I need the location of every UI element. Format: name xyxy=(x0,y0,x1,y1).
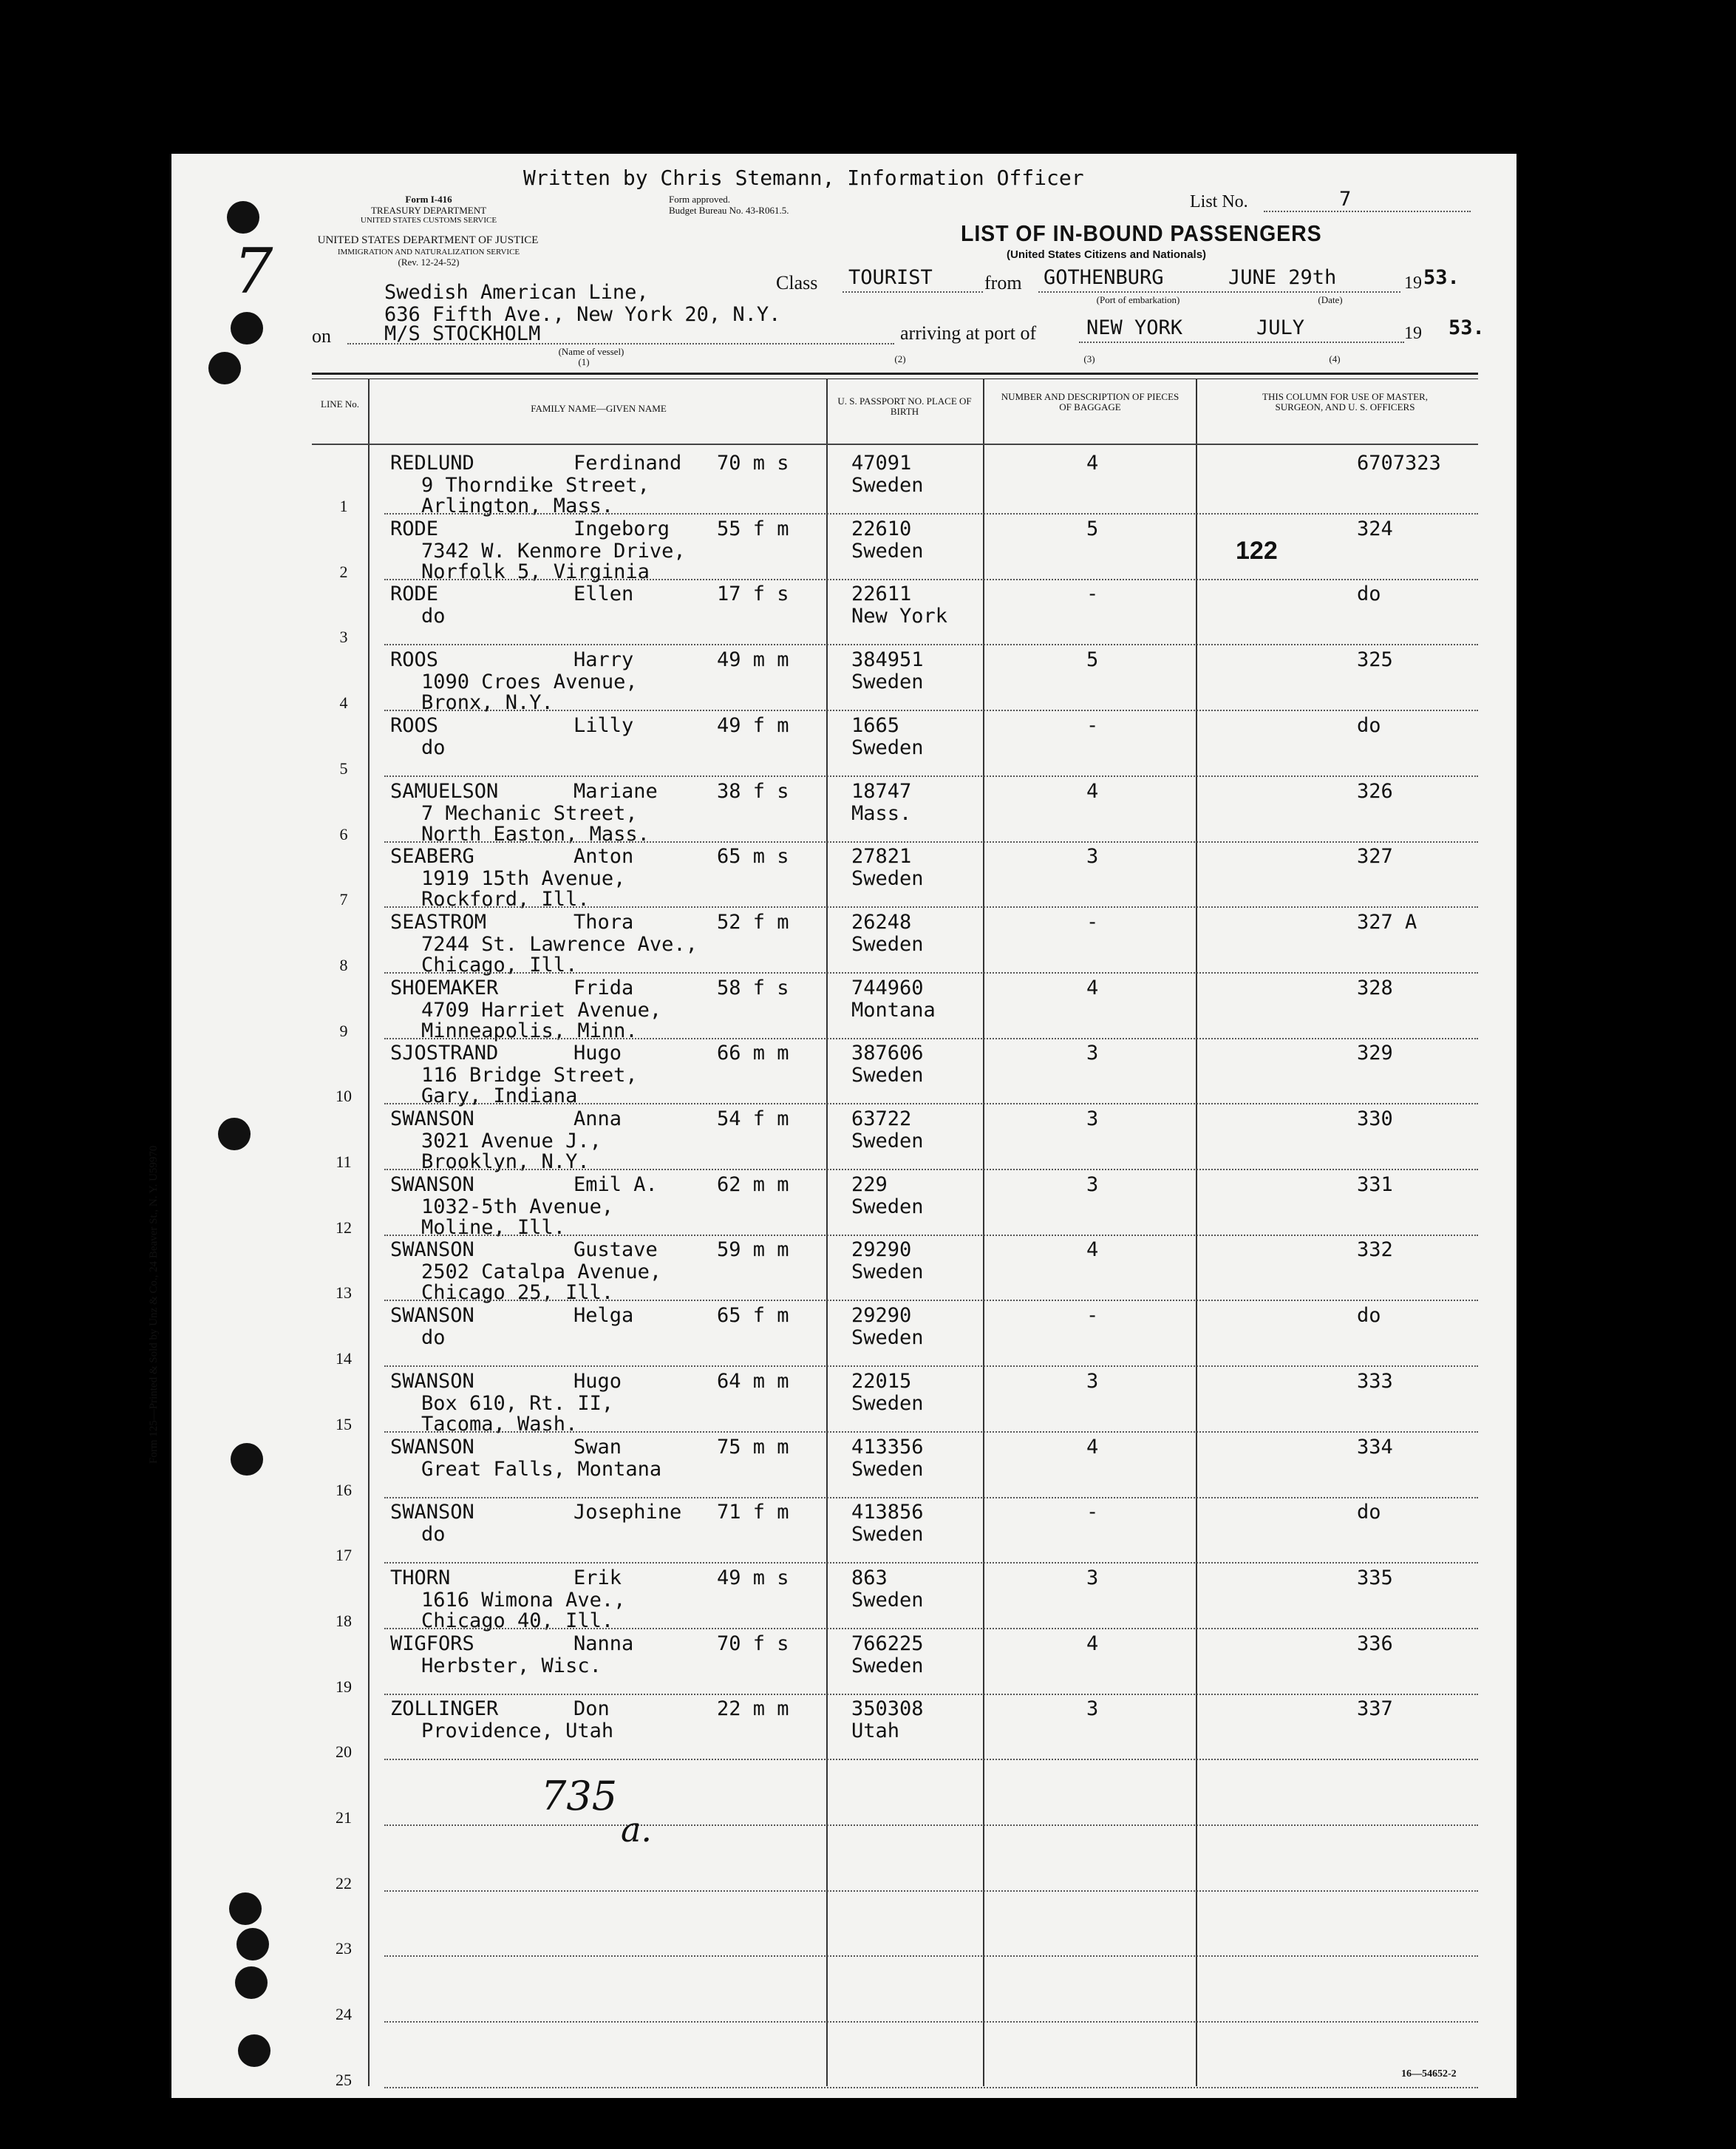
passenger-address-1: 7342 W. Kenmore Drive, xyxy=(421,539,686,563)
col-header-baggage: NUMBER AND DESCRIPTION OF PIECES OF BAGGAGE xyxy=(1001,391,1180,413)
date-embarkation: JUNE 29th xyxy=(1228,266,1337,289)
passenger-surname: WIGFORS xyxy=(390,1632,474,1655)
place-of-birth: Sweden xyxy=(851,670,924,694)
passenger-address-2: Gary, Indiana xyxy=(421,1084,578,1108)
punch-hole xyxy=(231,1443,263,1476)
caption-3: (3) xyxy=(1083,353,1095,364)
line-number: 11 xyxy=(336,1152,352,1171)
from-label: from xyxy=(984,272,1022,293)
officer-entry: 331 xyxy=(1357,1172,1393,1196)
class-underline xyxy=(843,291,983,293)
line-number: 13 xyxy=(336,1283,352,1303)
officer-entry: 329 xyxy=(1357,1042,1393,1065)
passenger-given-name: Harry xyxy=(573,648,634,672)
officer-entry: 326 xyxy=(1357,779,1393,803)
written-by-line: Written by Chris Stemann, Information Officer xyxy=(523,166,1084,190)
passenger-address-1: 2502 Catalpa Avenue, xyxy=(421,1260,662,1284)
baggage-count: - xyxy=(1086,583,1099,606)
baggage-count: 5 xyxy=(1086,648,1099,672)
passport-number: 22015 xyxy=(851,1369,912,1393)
place-of-birth: Sweden xyxy=(851,474,924,497)
passenger-address-1: Providence, Utah xyxy=(421,1719,614,1743)
baggage-count: 4 xyxy=(1086,779,1099,803)
passenger-age-sex-status: 22 m m xyxy=(717,1697,789,1721)
punch-hole xyxy=(238,2034,270,2067)
passenger-address-2: Arlington, Mass. xyxy=(421,495,614,517)
passport-number: 22611 xyxy=(851,583,912,606)
baggage-count: 4 xyxy=(1086,1632,1099,1655)
passenger-surname: RODE xyxy=(390,517,439,540)
passport-number: 22610 xyxy=(851,517,912,540)
passport-number: 863 xyxy=(851,1566,888,1589)
line-company: Swedish American Line, xyxy=(384,281,649,304)
dept-immigration: IMMIGRATION AND NATURALIZATION SERVICE xyxy=(337,248,520,257)
passenger-age-sex-status: 64 m m xyxy=(717,1369,789,1393)
place-of-birth: Sweden xyxy=(851,1260,924,1284)
line-number: 4 xyxy=(339,693,348,713)
bottom-form-code: 16—54652-2 xyxy=(1401,2068,1457,2080)
passenger-given-name: Ferdinand xyxy=(573,452,682,475)
baggage-count: 4 xyxy=(1086,1238,1099,1262)
place-of-birth: Sweden xyxy=(851,1130,924,1152)
passenger-surname: RODE xyxy=(390,583,439,606)
place-of-birth: Sweden xyxy=(851,1588,924,1612)
line-number: 12 xyxy=(336,1218,352,1237)
margin-mark: 7 xyxy=(234,235,273,308)
passenger-address-1: 4709 Harriet Avenue, xyxy=(421,998,662,1022)
passenger-given-name: Thora xyxy=(573,910,634,934)
passenger-age-sex-status: 52 f m xyxy=(717,910,789,934)
row-separator xyxy=(384,1955,1478,1957)
officer-entry: 335 xyxy=(1357,1566,1393,1589)
passenger-address-2: Tacoma, Wash. xyxy=(421,1412,578,1436)
punch-hole xyxy=(208,352,241,384)
passenger-given-name: Lilly xyxy=(573,713,634,737)
passenger-given-name: Ellen xyxy=(573,583,634,606)
line-number: 25 xyxy=(336,2070,352,2089)
passenger-given-name: Don xyxy=(573,1697,610,1721)
form-title: LIST OF IN-BOUND PASSENGERS xyxy=(961,220,1322,246)
passenger-address-1: Box 610, Rt. II, xyxy=(421,1391,614,1415)
passport-number: 29290 xyxy=(851,1238,912,1262)
officer-entry: do xyxy=(1357,1501,1381,1524)
passenger-surname: SWANSON xyxy=(390,1238,474,1262)
passenger-address-1: 1032-5th Avenue, xyxy=(421,1195,614,1218)
passenger-given-name: Swan xyxy=(573,1435,622,1459)
list-no-label: List No. xyxy=(1190,192,1248,211)
baggage-count: 3 xyxy=(1086,1172,1099,1196)
form-subtitle: (United States Citizens and Nationals) xyxy=(1007,248,1207,261)
passenger-address-2: Rockford, Ill. xyxy=(421,888,590,911)
date-arrival: JULY xyxy=(1256,316,1305,339)
row-separator xyxy=(384,1235,1478,1236)
form-approved: Form approved. xyxy=(669,194,731,205)
place-of-birth: Sweden xyxy=(851,539,924,563)
baggage-count: 3 xyxy=(1086,1042,1099,1065)
class-value: TOURIST xyxy=(848,266,933,289)
baggage-count: - xyxy=(1086,1304,1099,1328)
date-caption: (Date) xyxy=(1318,294,1343,305)
line-number: 10 xyxy=(336,1087,352,1106)
passenger-age-sex-status: 70 f s xyxy=(717,1632,789,1655)
passenger-address-1: 116 Bridge Street, xyxy=(421,1064,638,1087)
baggage-count: - xyxy=(1086,910,1099,934)
passenger-surname: ROOS xyxy=(390,713,439,737)
passenger-given-name: Helga xyxy=(573,1304,634,1328)
row-separator xyxy=(384,775,1478,777)
passenger-address-1: 1090 Croes Avenue, xyxy=(421,670,638,694)
passenger-age-sex-status: 70 m s xyxy=(717,452,789,475)
passenger-given-name: Frida xyxy=(573,976,634,999)
passenger-given-name: Gustave xyxy=(573,1238,658,1262)
port-embarkation: GOTHENBURG xyxy=(1044,266,1164,289)
punch-hole xyxy=(231,312,263,344)
passenger-given-name: Nanna xyxy=(573,1632,634,1655)
port-underline xyxy=(1038,291,1400,293)
baggage-count: 3 xyxy=(1086,845,1099,869)
passport-number: 384951 xyxy=(851,648,924,672)
place-of-birth: Sweden xyxy=(851,1457,924,1481)
passenger-age-sex-status: 65 f m xyxy=(717,1304,789,1328)
passenger-surname: SWANSON xyxy=(390,1435,474,1459)
passenger-address-1: 1616 Wimona Ave., xyxy=(421,1588,626,1612)
baggage-count: 4 xyxy=(1086,976,1099,999)
line-number: 7 xyxy=(339,890,348,909)
table-top-rule-2 xyxy=(312,378,1478,379)
officer-entry: 334 xyxy=(1357,1435,1393,1459)
line-number: 14 xyxy=(336,1349,352,1368)
place-of-birth: Utah xyxy=(851,1719,900,1743)
passenger-age-sex-status: 71 f m xyxy=(717,1501,789,1524)
arriving-label: arriving at port of xyxy=(900,322,1037,344)
place-of-birth: New York xyxy=(851,605,948,628)
officer-entry: 333 xyxy=(1357,1369,1393,1393)
on-label: on xyxy=(312,325,331,347)
vessel-caption: (Name of vessel) xyxy=(558,346,624,357)
passenger-surname: SHOEMAKER xyxy=(390,976,499,999)
line-number: 6 xyxy=(339,824,348,843)
line-number: 15 xyxy=(336,1414,352,1433)
place-of-birth: Sweden xyxy=(851,1654,924,1677)
passenger-age-sex-status: 49 m m xyxy=(717,648,789,672)
line-number: 5 xyxy=(339,758,348,778)
place-of-birth: Sweden xyxy=(851,736,924,759)
passenger-age-sex-status: 59 m m xyxy=(717,1238,789,1262)
passenger-address-2: Chicago, Ill. xyxy=(421,953,578,977)
baggage-count: 3 xyxy=(1086,1566,1099,1589)
vessel-underline xyxy=(347,343,894,344)
col-header-line: LINE No. xyxy=(321,398,359,410)
form-number: Form I-416 xyxy=(405,194,452,205)
passenger-address-1: do xyxy=(421,1523,446,1547)
passenger-age-sex-status: 65 m s xyxy=(717,845,789,869)
line-number: 16 xyxy=(336,1480,352,1499)
row-separator xyxy=(384,1759,1478,1760)
year-prefix-embark: 19 xyxy=(1404,274,1422,293)
passenger-age-sex-status: 38 f s xyxy=(717,779,789,803)
passenger-surname: SJOSTRAND xyxy=(390,1042,499,1065)
line-address: 636 Fifth Ave., New York 20, N.Y. xyxy=(384,303,781,326)
baggage-count: - xyxy=(1086,713,1099,737)
officer-entry: do xyxy=(1357,1304,1381,1328)
row-separator xyxy=(384,1890,1478,1892)
passenger-age-sex-status: 75 m m xyxy=(717,1435,789,1459)
form-revision: (Rev. 12-24-52) xyxy=(398,257,460,268)
handwritten-735: 735 xyxy=(541,1773,618,1819)
year-embark: 53. xyxy=(1423,266,1460,289)
col-divider-baggage xyxy=(1196,378,1197,2086)
passenger-surname: SAMUELSON xyxy=(390,779,499,803)
line-number: 20 xyxy=(336,1742,352,1762)
passenger-age-sex-status: 62 m m xyxy=(717,1172,789,1196)
officer-entry: 6707323 xyxy=(1357,452,1441,475)
line-number: 17 xyxy=(336,1546,352,1565)
passenger-surname: SWANSON xyxy=(390,1501,474,1524)
document-page xyxy=(171,154,1517,2098)
passenger-address-1: Great Falls, Montana xyxy=(421,1457,662,1481)
passenger-address-2: Bronx, N.Y. xyxy=(421,691,554,715)
caption-2: (2) xyxy=(894,353,906,364)
list-no-underline xyxy=(1264,211,1471,212)
row-separator xyxy=(384,906,1478,908)
col-header-officers: THIS COLUMN FOR USE OF MASTER, SURGEON, AND U. S. OFFICERS xyxy=(1262,391,1428,413)
row-separator xyxy=(384,841,1478,843)
punch-hole xyxy=(218,1118,251,1150)
caption-4: (4) xyxy=(1329,353,1341,364)
passenger-given-name: Ingeborg xyxy=(573,517,670,540)
line-number: 2 xyxy=(339,562,348,581)
port-caption: (Port of embarkation) xyxy=(1096,294,1180,305)
passenger-surname: SEASTROM xyxy=(390,910,487,934)
passenger-address-1: 7244 St. Lawrence Ave., xyxy=(421,932,698,956)
passport-number: 29290 xyxy=(851,1304,912,1328)
place-of-birth: Sweden xyxy=(851,1391,924,1415)
handwritten-a: a. xyxy=(621,1810,653,1850)
baggage-count: 3 xyxy=(1086,1369,1099,1393)
caption-1: (1) xyxy=(578,356,590,367)
officer-entry: 327 xyxy=(1357,845,1393,869)
officer-entry: 328 xyxy=(1357,976,1393,999)
row-separator xyxy=(384,513,1478,515)
passenger-address-1: do xyxy=(421,605,446,628)
passenger-given-name: Erik xyxy=(573,1566,622,1589)
baggage-count: 4 xyxy=(1086,452,1099,475)
class-label: Class xyxy=(776,272,818,293)
baggage-count: 3 xyxy=(1086,1107,1099,1130)
stamp-122: 122 xyxy=(1236,537,1278,565)
passenger-address-1: 9 Thorndike Street, xyxy=(421,474,650,497)
port-arrival: NEW YORK xyxy=(1086,316,1183,339)
line-number: 3 xyxy=(339,628,348,647)
officer-entry: 325 xyxy=(1357,648,1393,672)
passenger-address-1: Herbster, Wisc. xyxy=(421,1654,602,1677)
col-divider-passport xyxy=(983,378,984,2086)
col-divider-line xyxy=(368,378,370,2086)
line-number: 22 xyxy=(336,1873,352,1892)
row-separator xyxy=(384,2021,1478,2023)
row-separator xyxy=(384,1628,1478,1629)
place-of-birth: Mass. xyxy=(851,801,912,825)
passport-number: 27821 xyxy=(851,845,912,869)
col-header-name: FAMILY NAME—GIVEN NAME xyxy=(531,403,667,414)
passenger-surname: REDLUND xyxy=(390,452,474,475)
budget-bureau: Budget Bureau No. 43-R061.5. xyxy=(669,205,789,216)
passenger-age-sex-status: 55 f m xyxy=(717,517,789,540)
line-number: 23 xyxy=(336,1939,352,1958)
year-arrival: 53. xyxy=(1449,316,1485,339)
place-of-birth: Sweden xyxy=(851,1064,924,1087)
passport-number: 18747 xyxy=(851,779,912,803)
passport-number: 63722 xyxy=(851,1107,912,1130)
passport-number: 229 xyxy=(851,1172,888,1196)
list-no-value: 7 xyxy=(1339,188,1352,211)
dept-treasury: TREASURY DEPARTMENT xyxy=(370,205,487,216)
row-separator xyxy=(384,644,1478,645)
dept-justice: UNITED STATES DEPARTMENT OF JUSTICE xyxy=(317,234,539,246)
officer-entry: 327 A xyxy=(1357,910,1417,934)
row-separator xyxy=(384,1694,1478,1695)
passenger-surname: SWANSON xyxy=(390,1304,474,1328)
passenger-address-2: Chicago 25, Ill. xyxy=(421,1281,614,1305)
place-of-birth: Sweden xyxy=(851,867,924,891)
row-separator xyxy=(384,1497,1478,1498)
passenger-address-1: 1919 15th Avenue, xyxy=(421,867,626,891)
place-of-birth: Sweden xyxy=(851,1326,924,1350)
place-of-birth: Sweden xyxy=(851,1195,924,1218)
officer-entry: 337 xyxy=(1357,1697,1393,1721)
passenger-address-2: Minneapolis, Minn. xyxy=(421,1019,638,1042)
col-divider-name xyxy=(826,378,828,2086)
officer-entry: 324 xyxy=(1357,517,1393,540)
passenger-age-sex-status: 66 m m xyxy=(717,1042,789,1065)
officer-entry: do xyxy=(1357,583,1381,606)
side-print: Form 125—Printed & Sold by Unz & Co., 24 Beaver St., N. Y. U59970 xyxy=(148,1145,160,1464)
passenger-age-sex-status: 49 f m xyxy=(717,713,789,737)
passenger-age-sex-status: 49 m s xyxy=(717,1566,789,1589)
row-separator xyxy=(384,1169,1478,1170)
passenger-surname: THORN xyxy=(390,1566,451,1589)
passenger-given-name: Emil A. xyxy=(573,1172,658,1196)
passenger-address-1: 7 Mechanic Street, xyxy=(421,801,638,825)
place-of-birth: Montana xyxy=(851,998,936,1022)
passenger-address-2: Moline, Ill. xyxy=(421,1215,566,1239)
row-separator xyxy=(384,1431,1478,1433)
vessel-name: M/S STOCKHOLM xyxy=(384,322,541,345)
row-separator xyxy=(384,579,1478,580)
passenger-age-sex-status: 58 f s xyxy=(717,976,789,999)
place-of-birth: Sweden xyxy=(851,932,924,956)
passenger-address-1: do xyxy=(421,736,446,759)
passenger-surname: ROOS xyxy=(390,648,439,672)
passport-number: 1665 xyxy=(851,713,900,737)
line-number: 21 xyxy=(336,1808,352,1827)
row-separator xyxy=(384,1038,1478,1039)
passport-number: 26248 xyxy=(851,910,912,934)
officer-entry: 330 xyxy=(1357,1107,1393,1130)
passenger-given-name: Anton xyxy=(573,845,634,869)
col-header-passport: U. S. PASSPORT NO. PLACE OF BIRTH xyxy=(837,395,972,417)
line-number: 19 xyxy=(336,1677,352,1696)
passenger-address-2: Brooklyn, N.Y. xyxy=(421,1150,590,1173)
punch-hole xyxy=(236,1928,269,1960)
year-prefix-arrival: 19 xyxy=(1404,324,1422,343)
passport-number: 413356 xyxy=(851,1435,924,1459)
row-separator xyxy=(384,1300,1478,1301)
passenger-address-2: Norfolk 5, Virginia xyxy=(421,560,650,583)
passenger-address-2: Chicago 40, Ill. xyxy=(421,1609,614,1632)
row-separator xyxy=(384,1562,1478,1564)
passenger-address-2: North Easton, Mass. xyxy=(421,822,650,846)
passenger-surname: SEABERG xyxy=(390,845,474,869)
baggage-count: 4 xyxy=(1086,1435,1099,1459)
baggage-count: - xyxy=(1086,1501,1099,1524)
passport-number: 766225 xyxy=(851,1632,924,1655)
officer-entry: do xyxy=(1357,713,1381,737)
punch-hole xyxy=(235,1966,268,1999)
passenger-surname: ZOLLINGER xyxy=(390,1697,499,1721)
table-top-rule xyxy=(312,373,1478,375)
passport-number: 387606 xyxy=(851,1042,924,1065)
passenger-surname: SWANSON xyxy=(390,1172,474,1196)
arrival-underline xyxy=(1079,342,1404,343)
row-separator xyxy=(384,1103,1478,1104)
row-separator xyxy=(384,2087,1478,2088)
passenger-age-sex-status: 54 f m xyxy=(717,1107,789,1130)
passenger-address-1: 3021 Avenue J., xyxy=(421,1130,602,1152)
punch-hole xyxy=(229,1892,262,1925)
line-number: 9 xyxy=(339,1021,348,1040)
row-separator xyxy=(384,1365,1478,1367)
passenger-address-1: do xyxy=(421,1326,446,1350)
dept-customs: UNITED STATES CUSTOMS SERVICE xyxy=(360,216,497,225)
passport-number: 744960 xyxy=(851,976,924,999)
passenger-given-name: Hugo xyxy=(573,1042,622,1065)
passenger-given-name: Mariane xyxy=(573,779,658,803)
punch-hole xyxy=(227,201,259,234)
passenger-given-name: Josephine xyxy=(573,1501,682,1524)
place-of-birth: Sweden xyxy=(851,1523,924,1547)
passenger-surname: SWANSON xyxy=(390,1107,474,1130)
passenger-given-name: Anna xyxy=(573,1107,622,1130)
passenger-age-sex-status: 17 f s xyxy=(717,583,789,606)
passport-number: 47091 xyxy=(851,452,912,475)
header-bottom-rule xyxy=(312,444,1478,445)
baggage-count: 3 xyxy=(1086,1697,1099,1721)
baggage-count: 5 xyxy=(1086,517,1099,540)
passport-number: 413856 xyxy=(851,1501,924,1524)
officer-entry: 336 xyxy=(1357,1632,1393,1655)
line-number: 1 xyxy=(339,497,348,515)
officer-entry: 332 xyxy=(1357,1238,1393,1262)
row-separator xyxy=(384,972,1478,974)
line-number: 24 xyxy=(336,2005,352,2024)
passenger-surname: SWANSON xyxy=(390,1369,474,1393)
passport-number: 350308 xyxy=(851,1697,924,1721)
row-separator xyxy=(384,1824,1478,1826)
passenger-given-name: Hugo xyxy=(573,1369,622,1393)
line-number: 18 xyxy=(336,1611,352,1630)
row-separator xyxy=(384,710,1478,711)
line-number: 8 xyxy=(339,955,348,974)
